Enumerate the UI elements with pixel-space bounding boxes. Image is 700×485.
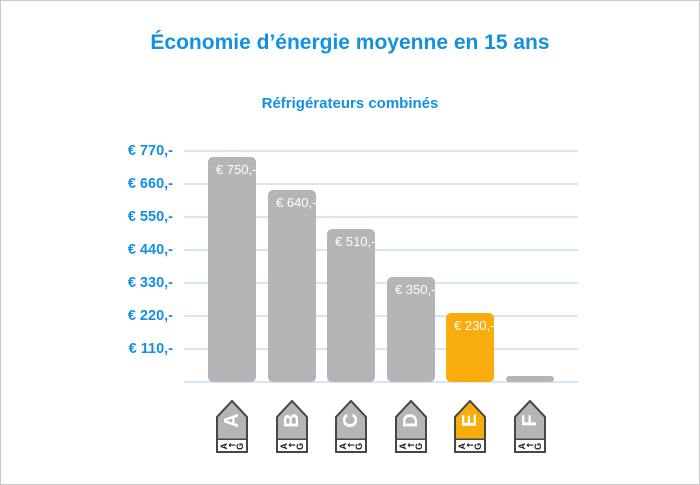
bar-E [446,313,494,382]
energy-class-tag-icon [394,398,428,454]
bar-value-label: € 350,- [395,282,436,297]
scale-worst-letter: G [473,442,483,450]
energy-class-tag-icon [453,398,487,454]
bar-value-label: € 230,- [454,318,495,333]
bar-value-label: € 750,- [216,162,257,177]
scale-best-letter: A [219,443,229,450]
scale-worst-letter: G [414,442,424,450]
energy-class-letter: C [340,413,362,428]
y-axis-tick-label: € 330,- [127,275,173,291]
energy-class-tag-D [394,398,428,459]
y-axis-tick-label: € 660,- [127,176,173,192]
energy-class-tag-icon [513,398,547,454]
energy-class-letter: B [281,413,303,428]
scale-best-letter: A [338,443,348,450]
energy-class-letter: E [459,413,481,428]
scale-arrow-icon: ← [228,440,236,451]
energy-class-tag-A [215,398,249,459]
scale-arrow-icon: ← [288,440,296,451]
bar-B [268,190,316,382]
energy-class-tag-F [513,398,547,459]
y-axis-tick-label: € 110,- [128,341,173,357]
energy-class-tag-C [334,398,368,459]
scale-arrow-icon: ← [526,440,534,451]
bar-C [327,229,375,382]
energy-class-tag-icon [215,398,249,454]
scale-worst-letter: G [235,442,245,450]
bar-A [208,157,256,382]
scale-worst-letter: G [295,442,305,450]
scale-best-letter: A [457,443,467,450]
energy-class-tag-icon [334,398,368,454]
chart-title: Économie d’énergie moyenne en 15 ans [150,31,550,54]
y-axis-tick-label: € 440,- [127,242,173,258]
energy-class-letter: F [519,414,541,427]
y-axis-tick-label: € 550,- [127,209,173,225]
y-axis-tick-label: € 770,- [127,143,173,159]
gridline [184,150,578,152]
y-axis-tick-label: € 220,- [127,308,173,324]
scale-arrow-icon: ← [407,440,415,451]
energy-class-letter: A [221,413,243,428]
chart-subtitle: Réfrigérateurs combinés [261,95,439,112]
energy-class-tag-E [453,398,487,459]
bar-value-label: € 510,- [335,234,376,249]
energy-class-tag-icon [275,398,309,454]
scale-worst-letter: G [533,442,543,450]
scale-best-letter: A [279,443,289,450]
scale-worst-letter: G [354,442,364,450]
scale-arrow-icon: ← [347,440,355,451]
bar-F [506,376,554,382]
scale-best-letter: A [398,443,408,450]
energy-class-tag-B [275,398,309,459]
scale-arrow-icon: ← [466,440,474,451]
bar-D [387,277,435,382]
energy-class-letter: D [400,413,422,428]
bar-chart-plot-area [1,1,699,484]
scale-best-letter: A [517,443,527,450]
bar-value-label: € 640,- [276,195,317,210]
